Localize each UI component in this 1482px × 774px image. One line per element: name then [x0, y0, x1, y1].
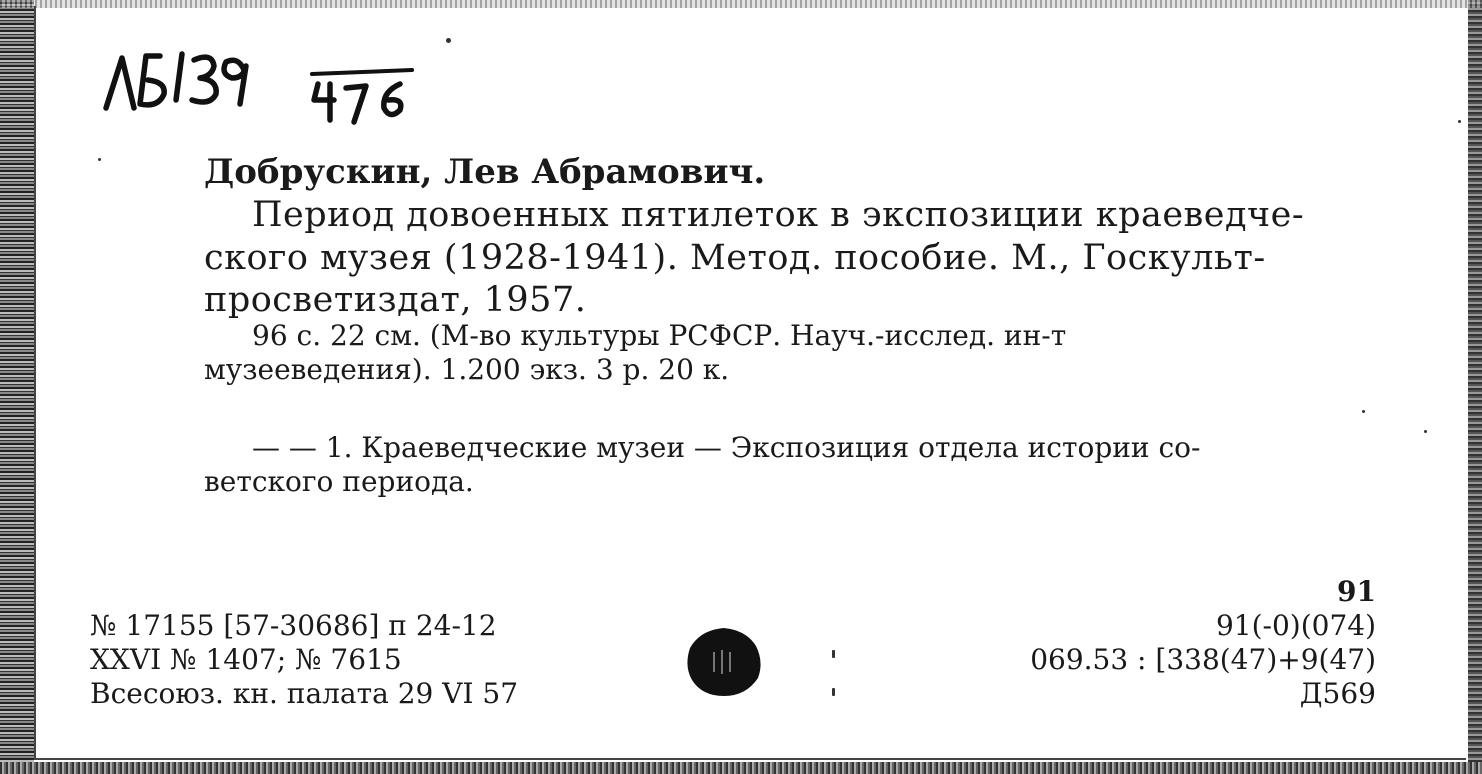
registry-line-2: XXVI № 1407; № 7615 — [90, 643, 402, 676]
subject-line-1: — — 1. Краеведческие музеи — Экспозиция отдела истории со- — [252, 431, 1201, 464]
scan-speck — [1362, 410, 1365, 413]
scan-speck — [1424, 430, 1427, 433]
ink-blot — [684, 626, 764, 698]
classification-bold-code: 91 — [1337, 575, 1376, 608]
scan-edge-right — [1468, 0, 1482, 774]
scan-speck — [1458, 120, 1461, 123]
registry-line-1: № 17155 [57-30686] п 24-12 — [90, 609, 497, 642]
scan-speck — [832, 650, 835, 658]
classification-line-3: Д569 — [1299, 677, 1376, 710]
scan-edge-bottom — [0, 762, 1482, 774]
classification-line-2: 069.53 : [338(47)+9(47) — [1030, 643, 1376, 676]
registry-line-3: Всесоюз. кн. палата 29 VI 57 — [90, 677, 519, 710]
description-line-1: 96 с. 22 см. (М-во культуры РСФСР. Науч.-исслед. ин-т — [252, 319, 1067, 352]
handwritten-call-number — [0, 0, 460, 140]
title-line-2: ского музея (1928-1941). Метод. пособие. М., Госкульт- — [204, 238, 1266, 278]
description-line-2: музееведения). 1.200 экз. 3 р. 20 к. — [204, 353, 730, 386]
scan-speck — [832, 688, 835, 696]
subject-line-2: ветского периода. — [204, 465, 474, 498]
author-heading: Добрускин, Лев Абрамович. — [204, 152, 766, 192]
scan-speck — [446, 38, 451, 43]
classification-line-1: 91(-0)(074) — [1215, 609, 1376, 642]
title-line-1: Период довоенных пятилеток в экспозиции краеведче- — [252, 195, 1305, 235]
title-line-3: просветиздат, 1957. — [204, 280, 587, 320]
scan-speck — [98, 158, 101, 161]
